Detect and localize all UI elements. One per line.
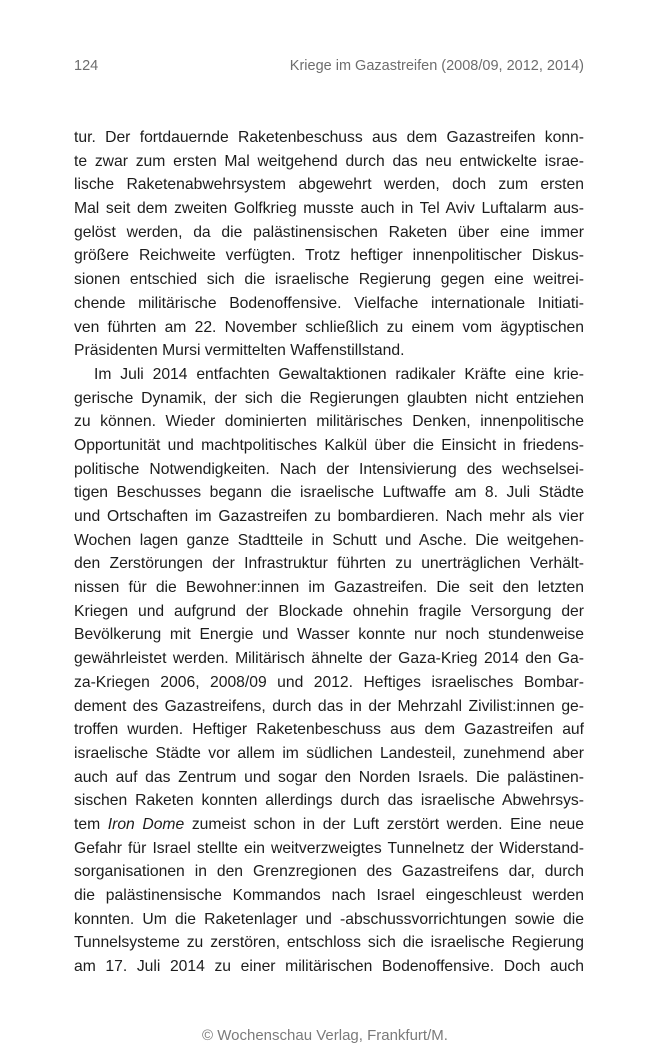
text-line: sorganisationen in den Grenzregionen des Gazastreifens dar, durch: [74, 863, 584, 881]
page-number: 124: [74, 58, 99, 74]
text-line: Präsidenten Mursi vermittelten Waffenstillstand.: [74, 342, 405, 360]
text-line: ven führten am 22. November schließlich zu einem vom ägyptischen: [74, 318, 584, 336]
text-line: Wochen lagen ganze Stadtteile in Schutt und Asche. Die weitgehen-: [74, 531, 584, 549]
page-header: [74, 58, 584, 80]
footer-copyright: © Wochenschau Verlag, Frankfurt/M.: [202, 1027, 448, 1044]
text-line: politische Notwendigkeiten. Nach der Intensivierung des wechselsei-: [74, 460, 584, 478]
text-line: Kriegen und aufgrund der Blockade ohnehin fragile Versorgung der: [74, 602, 584, 620]
text-line: tem Iron Dome zumeist schon in der Luft zerstört werden. Eine neue: [74, 815, 584, 833]
text-line: gerische Dynamik, der sich die Regierungen glaubten nicht entziehen: [74, 389, 584, 407]
text-line: auch auf das Zentrum und sogar den Norden Israels. Die palästinen-: [74, 768, 584, 786]
text-line: Opportunität und machtpolitisches Kalkül über die Einsicht in friedens-: [74, 436, 584, 454]
text-line: sionen entschied sich die israelische Regierung gegen eine weitrei-: [74, 271, 584, 289]
text-line: Bevölkerung mit Energie und Wasser konnte nur noch stundenweise: [74, 626, 584, 644]
text-line: israelische Städte vor allem im südlichen Landesteil, zunehmend aber: [74, 744, 584, 762]
text-line: gewährleistet werden. Militärisch ähnelte der Gaza-Krieg 2014 den Ga-: [74, 650, 584, 668]
text-line: troffen wurden. Heftiger Raketenbeschuss aus dem Gazastreifen auf: [74, 721, 584, 739]
running-head: Kriege im Gazastreifen (2008/09, 2012, 2014): [289, 58, 584, 74]
text-line: dement des Gazastreifens, durch das in der Mehrzahl Zivilist:innen ge-: [74, 697, 584, 715]
text-line: konnten. Um die Raketenlager und -abschussvorrichtungen sowie die: [74, 910, 584, 928]
text-line: den Zerstörungen der Infrastruktur führten zu unerträglichen Verhält-: [74, 555, 584, 573]
text-line: lische Raketenabwehrsystem abgewehrt werden, doch zum ersten: [74, 176, 584, 194]
text-line: Gefahr für Israel stellte ein weitverzweigtes Tunnelnetz der Widerstand-: [74, 839, 584, 857]
text-line: gelöst werden, da die palästinensischen Raketen über eine immer: [74, 223, 584, 241]
text-line: zu können. Wieder dominierten militärisches Denken, innenpolitische: [74, 413, 584, 431]
text-line: am 17. Juli 2014 zu einer militärischen Bodenoffensive. Doch auch: [74, 958, 584, 976]
text-line: und Ortschaften im Gazastreifen zu bombardieren. Nach mehr als vier: [74, 508, 584, 525]
text-line: chende militärische Bodenoffensive. Vielfache internationale Initiati-: [74, 294, 584, 312]
text-line: nissen für die Bewohner:innen im Gazastreifen. Die seit den letzten: [74, 579, 584, 597]
emphasized-term: Iron Dome: [107, 815, 185, 833]
text-line: tur. Der fortdauernde Raketenbeschuss aus dem Gazastreifen konn-: [74, 129, 584, 146]
text-line: Im Juli 2014 entfachten Gewaltaktionen radikaler Kräfte eine krie-: [94, 365, 584, 383]
text-line: größere Reichweite verfügten. Trotz heftiger innenpolitischer Diskus-: [74, 247, 584, 265]
text-line: za-Kriegen 2006, 2008/09 und 2012. Heftiges israelisches Bombar-: [74, 673, 584, 691]
text-line: Mal seit dem zweiten Golfkrieg musste auch in Tel Aviv Luftalarm aus-: [74, 200, 584, 218]
text-line: sischen Raketen konnten allerdings durch das israelische Abwehrsys-: [74, 792, 584, 810]
text-line: Tunnelsysteme zu zerstören, entschloss sich die israelische Regierung: [74, 934, 584, 952]
body-text: [74, 126, 584, 979]
text-line: te zwar zum ersten Mal weitgehend durch das neu entwickelte israe-: [74, 152, 584, 170]
text-line: tigen Beschusses begann die israelische Luftwaffe am 8. Juli Städte: [74, 484, 584, 502]
text-line: die palästinensische Kommandos nach Israel eingeschleust werden: [74, 887, 584, 904]
